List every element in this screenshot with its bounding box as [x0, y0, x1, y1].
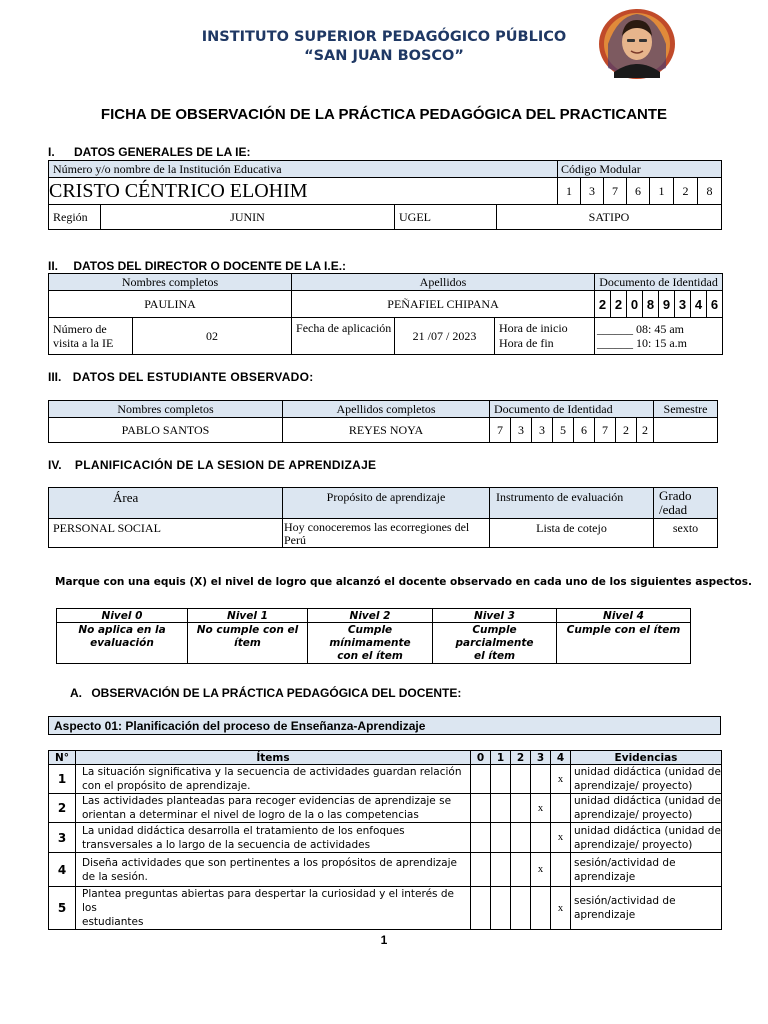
aspect-banner: Aspecto 01: Planificación del proceso de Enseñanza-Aprendizaje [48, 716, 721, 735]
application-date: 21 /07 / 2023 [395, 318, 495, 355]
mark-cell[interactable] [511, 887, 531, 930]
label-purpose: Propósito de aprendizaje [283, 488, 490, 519]
director-data-table [48, 273, 723, 355]
level-desc [308, 623, 433, 664]
semester-value [654, 418, 718, 443]
student-doc-digit: 2 [616, 418, 637, 443]
row-item-line: con el propósito de aprendizaje. [82, 780, 251, 792]
section-4-number: IV. [48, 458, 62, 472]
mark-cell[interactable] [491, 823, 511, 853]
row-item-line: transversales a lo largo de la secuencia de actividades [82, 838, 371, 851]
student-doc-digit: 3 [511, 418, 532, 443]
end-time: ______ 10: 15 a.m [597, 336, 688, 350]
doc-digit: 2 [611, 291, 627, 318]
col-level: 0 [471, 751, 491, 765]
evidence-line: unidad didáctica (unidad de [574, 795, 721, 807]
visit-number: 02 [133, 318, 292, 355]
mark-cell[interactable] [471, 794, 491, 823]
evidence-line: sesión/actividad de [574, 895, 676, 907]
col-evidence: Evidencias [571, 751, 722, 765]
level-desc-line: el ítem [473, 650, 516, 662]
code-digit: 6 [627, 178, 650, 205]
level-title: Nivel 2 [308, 609, 433, 623]
purpose-value [283, 519, 490, 548]
col-level: 4 [551, 751, 571, 765]
mark-cell[interactable] [471, 887, 491, 930]
label-ie-name: Número y/o nombre de la Institución Educativa [49, 161, 558, 178]
form-title: FICHA DE OBSERVACIÓN DE LA PRÁCTICA PEDAGÓGICA DEL PRACTICANTE [100, 106, 668, 123]
label-student-names: Nombres completos [49, 401, 283, 418]
director-names: PAULINA [49, 291, 292, 318]
ie-data-table [48, 160, 722, 230]
mark-cell[interactable]: x [551, 765, 571, 794]
section-2-number: II. [48, 259, 59, 273]
mark-cell[interactable] [471, 853, 491, 887]
planning-table [48, 487, 718, 548]
row-item [76, 765, 471, 794]
row-evidence [571, 765, 722, 794]
code-digit: 8 [698, 178, 722, 205]
doc-digit: 4 [691, 291, 707, 318]
mark-cell[interactable] [471, 823, 491, 853]
row-item-line: Plantea preguntas abiertas para despertar la curiosidad y el interés de los [82, 888, 454, 914]
doc-digit: 2 [595, 291, 611, 318]
mark-cell[interactable]: x [551, 823, 571, 853]
mark-cell[interactable] [511, 853, 531, 887]
level-desc [433, 623, 557, 664]
label-application-date: Fecha de aplicación [292, 318, 395, 355]
table-row [49, 794, 722, 823]
student-data-table [48, 400, 718, 443]
section-1-title: DATOS GENERALES DE LA IE: [74, 145, 251, 159]
student-doc-digit: 7 [595, 418, 616, 443]
student-names: PABLO SANTOS [49, 418, 283, 443]
institute-line-2: “SAN JUAN BOSCO” [304, 48, 464, 64]
label-modular-code: Código Modular [558, 161, 722, 178]
mark-cell[interactable] [511, 794, 531, 823]
level-title: Nivel 3 [433, 609, 557, 623]
section-a-heading [70, 686, 461, 700]
label-director-doc: Documento de Identidad [595, 274, 723, 291]
row-evidence [571, 853, 722, 887]
start-time: ______ 08: 45 am [597, 322, 685, 336]
mark-cell[interactable] [531, 887, 551, 930]
mark-cell[interactable] [551, 794, 571, 823]
area-value: PERSONAL SOCIAL [49, 519, 283, 548]
evidence-line: aprendizaje/ proyecto) [574, 780, 693, 792]
level-desc [557, 623, 691, 664]
mark-cell[interactable] [491, 887, 511, 930]
section-3-heading [48, 370, 314, 384]
row-item-line: Las actividades planteadas para recoger evidencias de aprendizaje se [82, 795, 452, 807]
level-title: Nivel 4 [557, 609, 691, 623]
level-desc [188, 623, 308, 664]
level-title: Nivel 1 [188, 609, 308, 623]
student-doc-digit: 2 [637, 418, 654, 443]
student-doc-digit: 3 [532, 418, 553, 443]
section-1-heading [48, 145, 250, 159]
row-item-line: La unidad didáctica desarrolla el tratamiento de los enfoques [82, 824, 405, 837]
label-instrument: Instrumento de evaluación [490, 488, 654, 519]
label-student-doc: Documento de Identidad [490, 401, 654, 418]
doc-digit: 9 [659, 291, 675, 318]
label-ugel: UGEL [395, 205, 497, 230]
col-level: 1 [491, 751, 511, 765]
row-item [76, 853, 471, 887]
observation-table [48, 750, 722, 930]
level-desc-line: No cumple con el [196, 624, 299, 636]
row-item-line: orientan a determinar el nivel de logro de la o las competencias [82, 809, 419, 821]
table-row [49, 823, 722, 853]
section-3-title: DATOS DEL ESTUDIANTE OBSERVADO: [72, 370, 314, 384]
level-desc [57, 623, 188, 664]
instruction-text: Marque con una equis (X) el nivel de logro que alcanzó el docente observado en cada uno de los siguientes aspectos. [55, 576, 752, 588]
mark-cell[interactable]: x [531, 794, 551, 823]
grade-value: sexto [654, 519, 718, 548]
label-end-time: Hora de fin [499, 336, 554, 350]
row-evidence [571, 823, 722, 853]
row-item-line: estudiantes [82, 916, 144, 928]
mark-cell[interactable] [531, 765, 551, 794]
page-number: 1 [380, 933, 388, 947]
doc-digit: 6 [707, 291, 723, 318]
code-digit: 1 [650, 178, 674, 205]
label-visit [49, 318, 133, 355]
row-number: 1 [49, 765, 76, 794]
institute-name [150, 29, 618, 64]
mark-cell[interactable] [491, 765, 511, 794]
level-desc-line: Cumple parcialmente [455, 624, 534, 649]
table-row [49, 853, 722, 887]
level-desc-line: No aplica en la [78, 624, 166, 636]
doc-digit: 8 [643, 291, 659, 318]
evidence-line: aprendizaje/ proyecto) [574, 838, 693, 851]
label-times [495, 318, 595, 355]
label-director-names: Nombres completos [49, 274, 292, 291]
section-4-title: PLANIFICACIÓN DE LA SESION DE APRENDIZAJE [74, 458, 377, 472]
doc-digit: 3 [675, 291, 691, 318]
label-visit-1: Número de [53, 322, 107, 336]
code-digit: 2 [674, 178, 698, 205]
section-3-number: III. [48, 370, 62, 384]
section-2-heading [48, 259, 346, 273]
evidence-line: aprendizaje [574, 909, 636, 921]
col-items: Ítems [76, 751, 471, 765]
mark-cell[interactable] [511, 765, 531, 794]
instrument-value: Lista de cotejo [490, 519, 654, 548]
evidence-line: sesión/actividad de [574, 856, 676, 869]
mark-cell[interactable] [471, 765, 491, 794]
label-director-surnames: Apellidos [292, 274, 595, 291]
table-row [49, 887, 722, 930]
mark-cell[interactable] [551, 853, 571, 887]
mark-cell[interactable] [531, 823, 551, 853]
row-item-line: de la sesión. [82, 870, 148, 883]
code-digit: 7 [604, 178, 627, 205]
evidence-line: unidad didáctica (unidad de [574, 766, 721, 778]
label-area: Área [49, 488, 283, 519]
label-grade-2: /edad [659, 502, 688, 517]
row-item [76, 887, 471, 930]
section-4-heading [48, 458, 376, 472]
portrait-seal-icon [598, 8, 676, 80]
row-item-line: Diseña actividades que son pertinentes a los propósitos de aprendizaje [82, 856, 457, 869]
mark-cell[interactable]: x [551, 887, 571, 930]
row-item [76, 823, 471, 853]
col-number: N° [49, 751, 76, 765]
mark-cell[interactable] [491, 853, 511, 887]
level-desc-line: con el ítem [337, 650, 403, 662]
label-student-surnames: Apellidos completos [283, 401, 490, 418]
mark-cell[interactable] [511, 823, 531, 853]
section-2-title: DATOS DEL DIRECTOR O DOCENTE DE LA I.E.: [73, 259, 347, 273]
level-desc-line: Cumple mínimamente [329, 624, 411, 649]
row-number: 2 [49, 794, 76, 823]
row-evidence [571, 887, 722, 930]
col-level: 2 [511, 751, 531, 765]
level-title: Nivel 0 [57, 609, 188, 623]
purpose-line-1: Hoy conoceremos las ecorregiones del [284, 520, 470, 534]
purpose-line-2: Perú [284, 533, 306, 547]
level-desc-line: evaluación [90, 637, 154, 649]
row-number: 5 [49, 887, 76, 930]
evidence-line: unidad didáctica (unidad de [574, 824, 721, 837]
doc-digit: 0 [627, 291, 643, 318]
label-visit-2: visita a la IE [53, 336, 114, 350]
code-digit: 1 [558, 178, 581, 205]
label-semester: Semestre [654, 401, 718, 418]
table-row [49, 765, 722, 794]
row-number: 4 [49, 853, 76, 887]
evidence-line: aprendizaje [574, 870, 636, 883]
mark-cell[interactable] [491, 794, 511, 823]
label-grade [654, 488, 718, 519]
col-level: 3 [531, 751, 551, 765]
ie-name: CRISTO CÉNTRICO ELOHIM [49, 178, 558, 205]
region-value: JUNIN [101, 205, 395, 230]
student-surnames: REYES NOYA [283, 418, 490, 443]
section-a-title: OBSERVACIÓN DE LA PRÁCTICA PEDAGÓGICA DEL DOCENTE: [91, 686, 462, 700]
institute-line-1: INSTITUTO SUPERIOR PEDAGÓGICO PÚBLICO [201, 29, 567, 45]
mark-cell[interactable]: x [531, 853, 551, 887]
section-1-number: I. [48, 145, 55, 159]
label-region: Región [49, 205, 101, 230]
level-desc-line: ítem [234, 637, 261, 649]
label-grade-1: Grado [659, 488, 692, 503]
row-number: 3 [49, 823, 76, 853]
student-doc-digit: 5 [553, 418, 574, 443]
label-start-time: Hora de inicio [499, 321, 568, 335]
times-value [595, 318, 723, 355]
ugel-value: SATIPO [497, 205, 722, 230]
row-item [76, 794, 471, 823]
student-doc-digit: 7 [490, 418, 511, 443]
evidence-line: aprendizaje/ proyecto) [574, 809, 693, 821]
row-item-line: La situación significativa y la secuencia de actividades guardan relación [82, 766, 462, 778]
section-a-letter: A. [70, 686, 82, 700]
student-doc-digit: 6 [574, 418, 595, 443]
row-evidence [571, 794, 722, 823]
code-digit: 3 [581, 178, 604, 205]
levels-table [56, 608, 691, 664]
level-desc-line: Cumple con el ítem [566, 624, 681, 636]
director-surnames: PEÑAFIEL CHIPANA [292, 291, 595, 318]
